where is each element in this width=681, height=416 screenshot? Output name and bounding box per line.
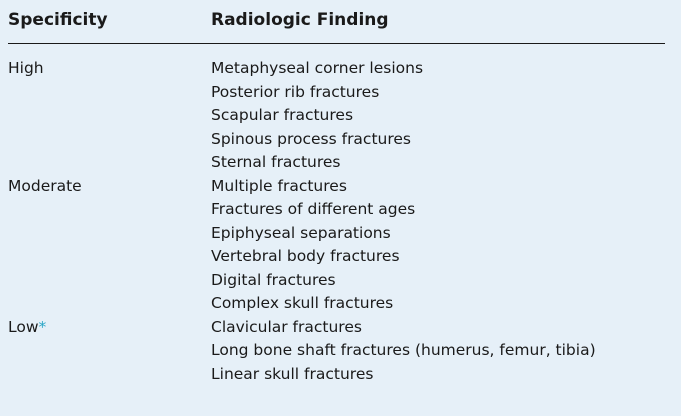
specificity-label: [0, 175, 211, 199]
group-moderate: [0, 175, 681, 316]
specificity-column-header: Specificity: [8, 10, 108, 30]
table-header: [0, 0, 681, 44]
specificity-label: [0, 316, 211, 340]
finding-item: Epiphyseal separations: [211, 223, 391, 242]
finding-item: Scapular fractures: [211, 106, 354, 124]
group-low: [0, 316, 681, 387]
footnote-marker: *: [38, 317, 47, 336]
finding-list: [211, 175, 681, 316]
finding-item: Fractures of different ages: [211, 200, 416, 218]
table-body: [0, 57, 681, 386]
finding-item: Posterior rib fractures: [211, 82, 380, 101]
specificity-text: Moderate: [8, 176, 82, 195]
finding-list: [211, 316, 681, 387]
finding-list: [211, 57, 681, 175]
specificity-text: Low: [8, 317, 39, 336]
finding-item: Long bone shaft fractures (humerus, femur, tibia): [211, 341, 596, 359]
finding-item: Spinous process fractures: [211, 129, 412, 148]
finding-item: Clavicular fractures: [211, 317, 362, 336]
header-divider: [8, 43, 665, 44]
specificity-text: High: [8, 59, 44, 77]
finding-item: Digital fractures: [211, 270, 336, 289]
finding-item: Multiple fractures: [211, 176, 347, 195]
finding-item: Sternal fractures: [211, 153, 341, 171]
finding-item: Metaphyseal corner lesions: [211, 59, 424, 77]
finding-item: Complex skull fractures: [211, 294, 394, 312]
finding-item: Vertebral body fractures: [211, 247, 400, 265]
finding-item: Linear skull fractures: [211, 364, 374, 383]
group-high: [0, 57, 681, 175]
specificity-label: [0, 57, 211, 81]
finding-column-header: Radiologic Finding: [211, 10, 389, 30]
